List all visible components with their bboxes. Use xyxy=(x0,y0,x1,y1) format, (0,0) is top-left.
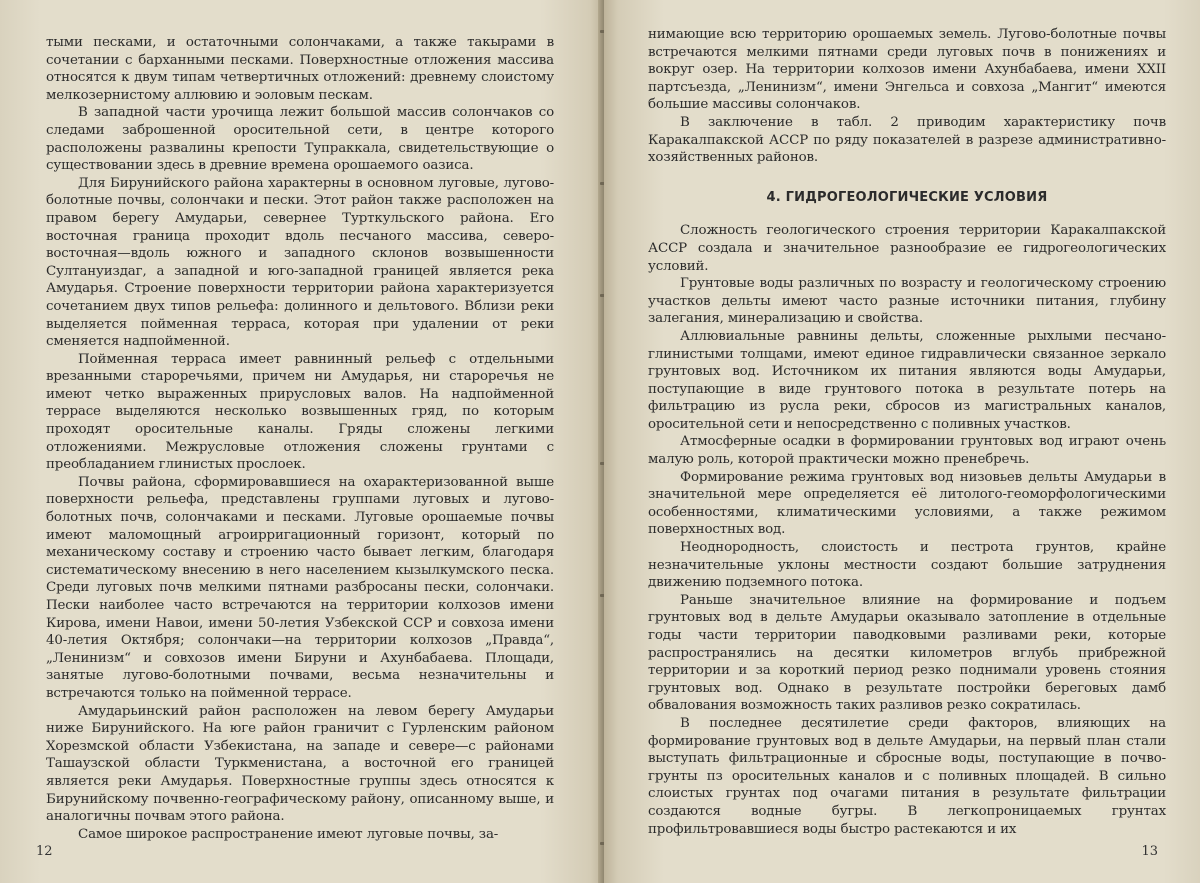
paragraph: В заключение в табл. 2 приводим характеристику почв Каракалпакской АССР по ряду показателей в разрезе административно-хозяйственных районов. xyxy=(648,114,1166,166)
paragraph: Самое широкое распространение имеют луговые почвы, за- xyxy=(78,826,499,842)
paragraph: Раньше значительное влияние на формирование и подъем грунтовых вод в дельте Амударьи оказывало затопление в отдельные годы части территории паводковыми разливами реки, которые распространялись на десятки километров вглубь прибрежной территории и за короткий период резко поднимали уровень стояния грунтовых вод. Однако в результате постройки береговых дамб обвалования возможность таких разливов резко сократилась. xyxy=(648,592,1166,714)
paragraph: Атмосферные осадки в формировании грунтовых вод играют очень малую роль, которой практически можно пренебречь. xyxy=(648,434,1166,468)
paragraph: Формирование режима грунтовых вод низовьев дельты Амударьи в значительной мере определяется её литолого-геоморфологическими особенностями, климатическими условиями, а также режимом поверхностных вод. xyxy=(648,469,1166,538)
paragraph: В западной части урочища лежит большой массив солончаков со следами заброшенной оросительной сети, в центре которого расположены развалины крепости Тупраккала, свидетельствующие о существовании здесь в древние времена орошаемого оазиса. xyxy=(46,105,554,174)
paragraph: Почвы района, сформировавшиеся на охарактеризованной выше поверхности рельефа, представлены группами луговых и лугово-болотных почв, солончаками и песками. Луговые орошаемые почвы имеют маломощный агроирригационный горизонт, который по механическому составу и строению часто бывает легким, благодаря систематическому внесению в него населением кызылкумского песка. Среди луговых почв мелкими пятнами разбросаны пески, солончаки. Пески наиболее часто встречаются на территории колхозов имени Кирова, имени Навои, имени 50-летия Узбекской ССР и совхоза имени 40-летия Октября; солончаки—на территории колхозов „Правда“, „Ленинизм“ и совхозов имени Бируни и Ахунбабаева. Площади, занятые лугово-болотными почвами, весьма незначительны и встречаются только на пойменной террасе. xyxy=(46,474,554,701)
paragraph: Сложность геологического строения территории Каракалпакской АССР создала и значительное разнообразие ее гидрогеологических условий. xyxy=(648,223,1166,274)
page-number: 12 xyxy=(36,844,53,859)
paragraph: Пойменная терраса имеет равнинный рельеф с отдельными врезанными староречьями, причем ни Амударья, ни староречья не имеют четко выраженных прирусловых валов. На надпойменной террасе выделяются несколько возвышенных гряд, по которым проходят оросительные каналы. Гряды сложены легкими отложениями. Межрусловые отложения сложены грунтами с преобладанием глинистых прослоек. xyxy=(46,351,554,473)
page-number: 13 xyxy=(1141,844,1158,859)
paragraph: Грунтовые воды различных по возрасту и геологическому строению участков дельты имеют часто разные источники питания, глубину залегания, минерализацию и свойства. xyxy=(648,276,1166,327)
paragraph: Амударьинский район расположен на левом берегу Амударьи ниже Бирунийского. На юге район граничит с Гурленским районом Хорезмской области Узбекистана, на западе и севере—с районами Ташаузской области Туркменистана, а восточной его границей является реки Амударья. Поверхностные группы здесь относятся к Бирунийскому почвенно-географическому району, описанному выше, и аналогичны почвам этого района. xyxy=(46,703,554,825)
right-page-text xyxy=(648,26,1166,838)
paragraph: Неоднородность, слоистость и пестрота грунтов, крайне незначительные уклоны местности создают большие затруднения движению подземного потока. xyxy=(648,540,1166,591)
paragraph: тыми песками, и остаточными солончаками, а также такырами в сочетании с барханными песками. Поверхностные отложения массива относятся к двум типам четвертичных отложений: древнему слоистому мелкозернистому аллювию и эоловым пескам. xyxy=(46,35,554,103)
left-page-text xyxy=(46,34,554,843)
paragraph: Для Бирунийского района характерны в основном луговые, лугово-болотные почвы, солончаки и пески. Этот район также расположен на правом берегу Амударьи, севернее Турткульского района. Его восточная граница проходит вдоль песчаного массива, северо-восточная—вдоль южного и западного склонов возвышенности Султануиздаг, а западной и юго-западной границей является река Амударья. Строение поверхности территории района характеризуется сочетанием двух типов рельефа: долинного и дельтового. Вблизи реки выделяется пойменная терраса, которая при удалении от реки сменяется надпойменной. xyxy=(46,175,554,350)
section-heading: 4. ГИДРОГЕОЛОГИЧЕСКИЕ УСЛОВИЯ xyxy=(766,189,1048,205)
paragraph: В последнее десятилетие среди факторов, влияющих на формирование грунтовых вод в дельте Амударьи, на первый план стали выступать фильтрационные и сбросные воды, поступающие в почво-грунты пз оросительных каналов и с поливных площадей. В сильно слоистых грунтах под очагами питания в результате фильтрации создаются водные бугры. В легкопроницаемых грунтах профильтровавшиеся воды быстро растекаются и их xyxy=(648,715,1166,837)
paragraph: Аллювиальные равнины дельты, сложенные рыхлыми песчано-глинистыми толщами, имеют единое гидравлически связанное зеркало грунтовых вод. Источником их питания являются воды Амударьи, поступающие в виде грунтового потока в результате потерь на фильтрацию из русла реки, сбросов из магистральных каналов, оросительной сети и непосредственно с поливных участков. xyxy=(648,328,1166,432)
paragraph: нимающие всю территорию орошаемых земель. Лугово-болотные почвы встречаются мелкими пятнами среди луговых почв в понижениях и вокруг озер. На территории колхозов имени Ахунбабаева, имени XXII партсъезда, „Ленинизм“, имени Энгельса и совхоза „Мангит“ имеются большие массивы солончаков. xyxy=(648,27,1166,113)
right-page xyxy=(604,0,1200,883)
